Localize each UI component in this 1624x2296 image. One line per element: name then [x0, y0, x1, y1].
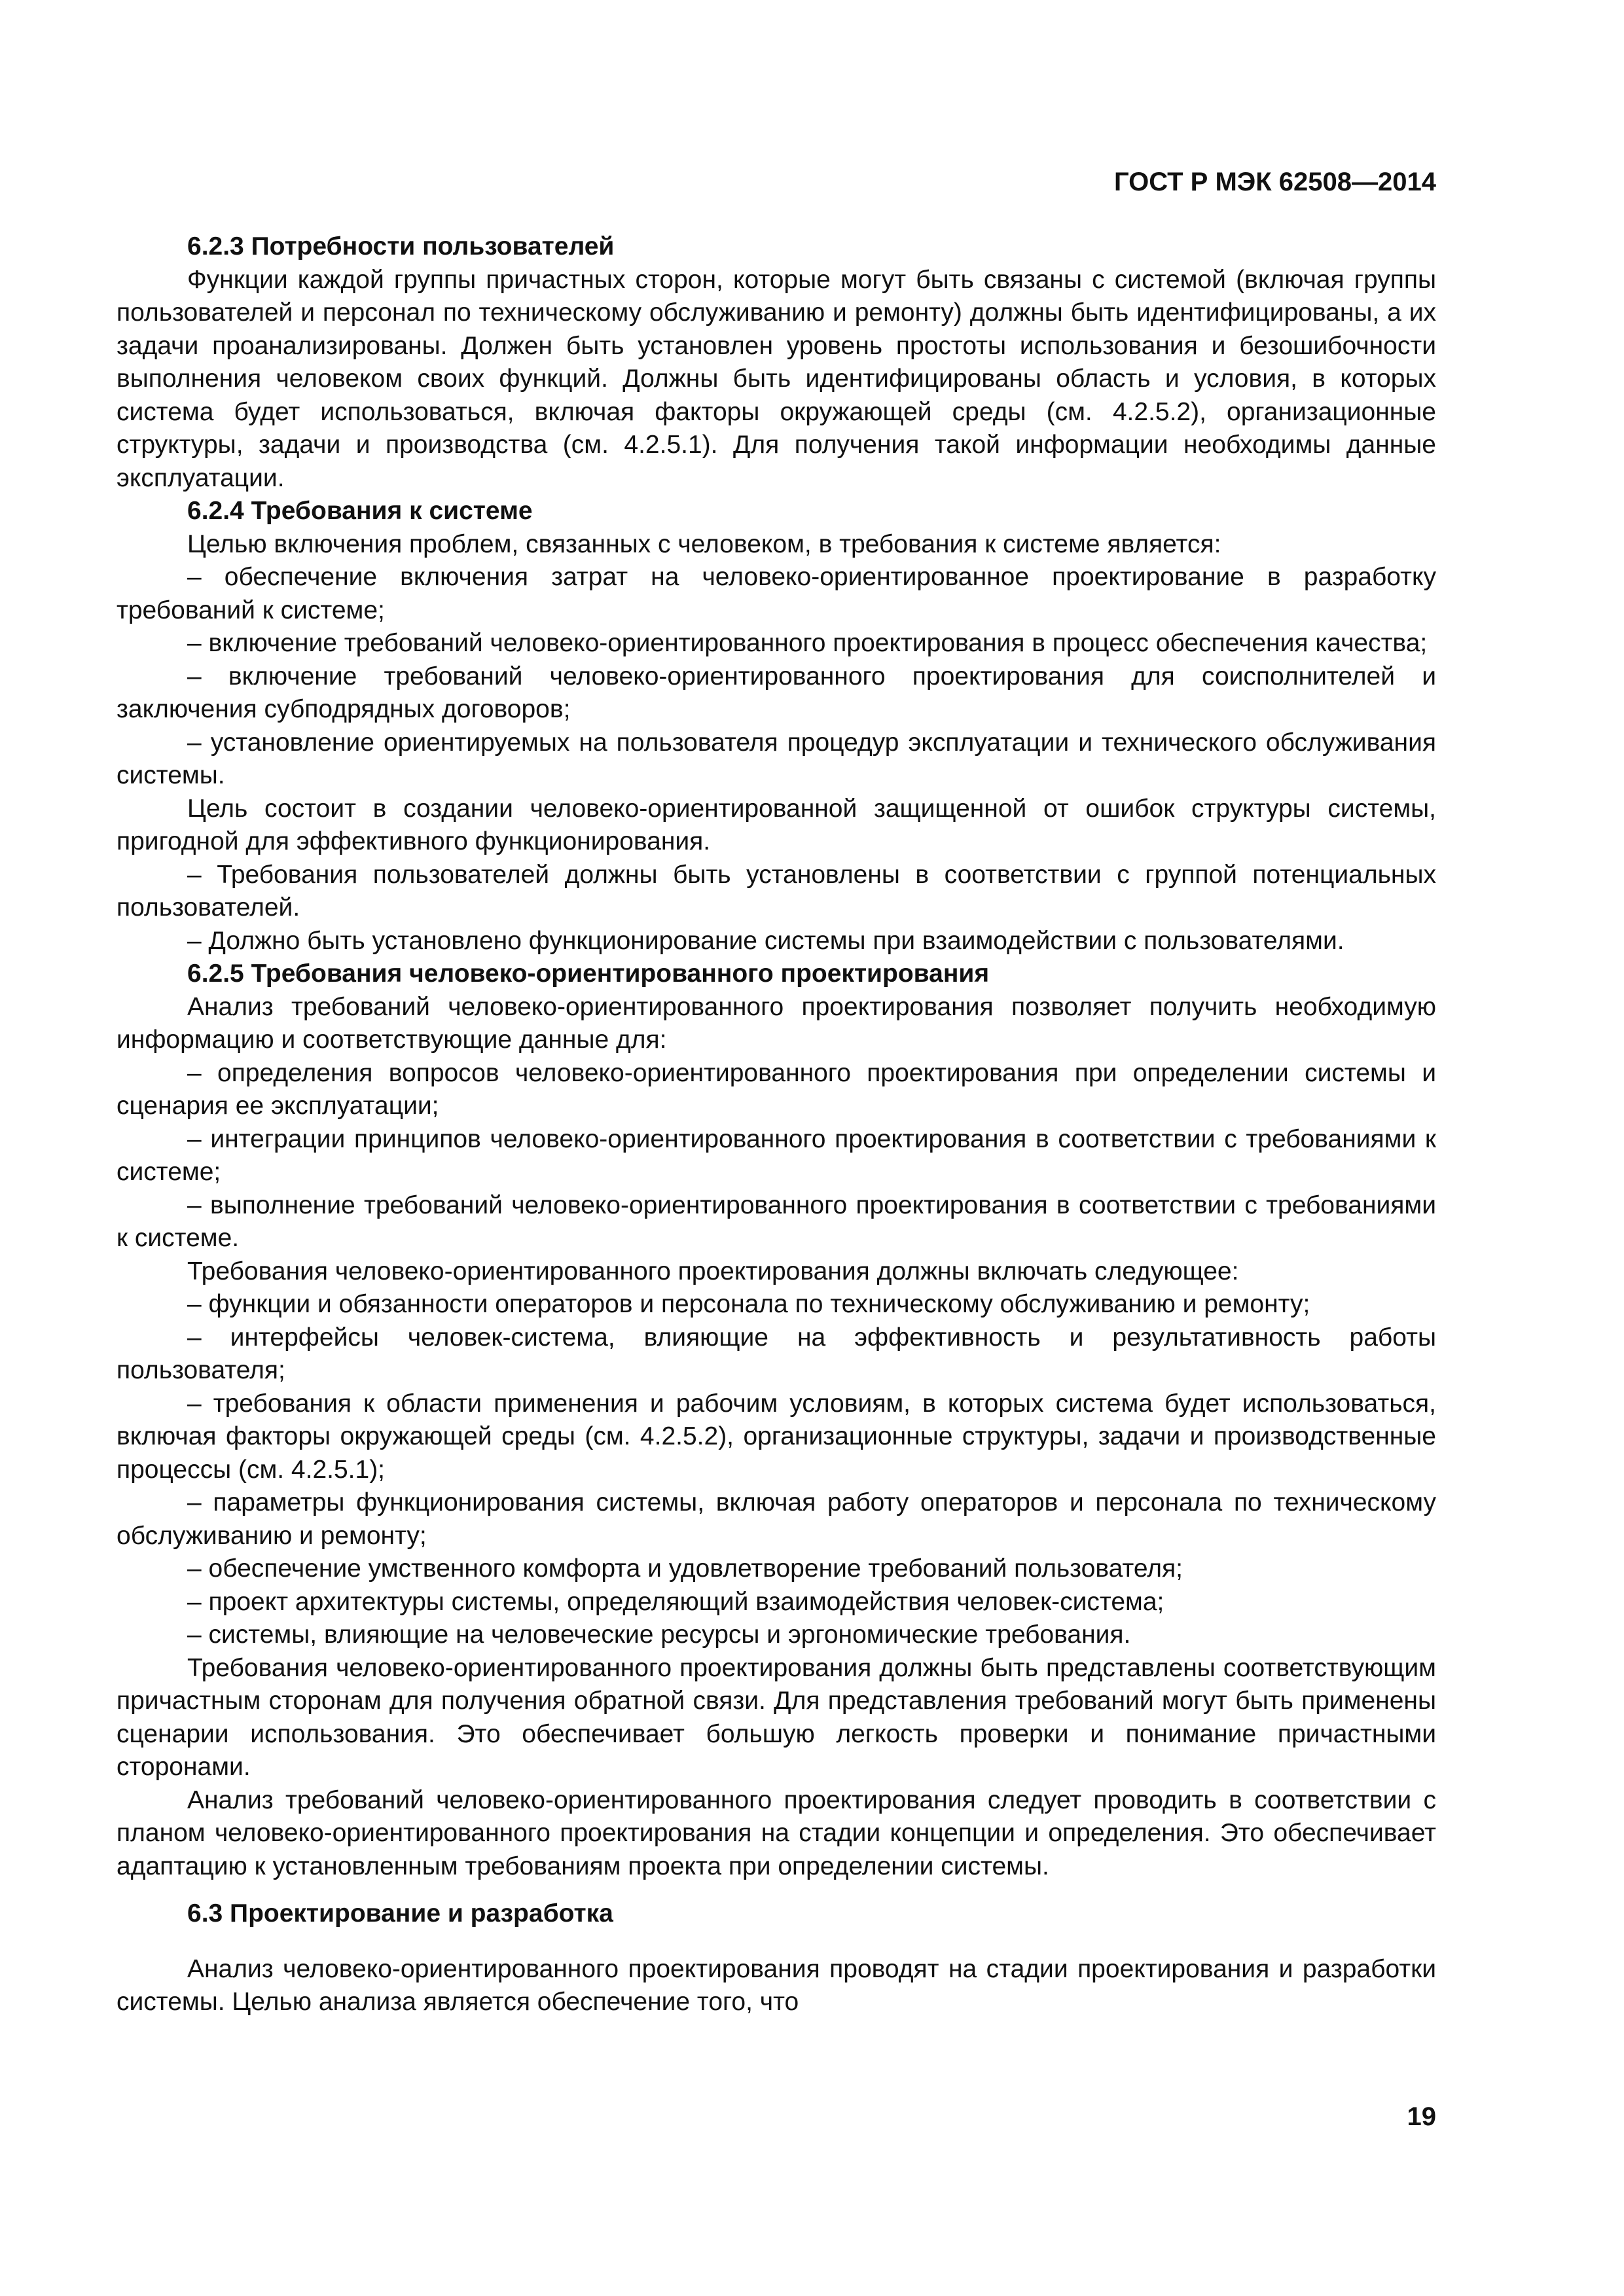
- paragraph: Анализ требований человеко-ориентированного проектирования следует проводить в соответствии с планом человеко-ориентированного проектирования на стадии концепции и определения. Это обеспечивает адаптацию к установленным требованиям проекта при определении системы.: [117, 1785, 1436, 1880]
- section-6-2-3-title: 6.2.3 Потребности пользователей: [187, 232, 615, 260]
- paragraph: Функции каждой группы причастных сторон, которые могут быть связаны с системой (включая группы пользователей и персонал по техническому обслуживанию и ремонту) должны быть идентифицированы, а их задачи проанализированы. Должен быть установлен уровень простоты использования и безошибочности выполнения человеком своих функций. Должны быть идентифицированы область и условия, в которых система будет использоваться, включая факторы окружающей среды (см. 4.2.5.2), организационные структуры, задачи и производства (см. 4.2.5.1). Для получения такой информации необходимы данные эксплуатации.: [117, 265, 1436, 492]
- page-content: [117, 230, 1436, 2019]
- paragraph: Целью включения проблем, связанных с человеком, в требования к системе является:: [187, 529, 1221, 558]
- list-item: – проект архитектуры системы, определяющий взаимодействия человек-система;: [187, 1587, 1164, 1616]
- paragraph: Анализ требований человеко-ориентированного проектирования позволяет получить необходимую информацию и соответствующие данные для:: [117, 992, 1436, 1054]
- list-item: – параметры функционирования системы, включая работу операторов и персонала по техническому обслуживанию и ремонту;: [117, 1488, 1436, 1550]
- list-item: – требования к области применения и рабочим условиям, в которых система будет использоваться, включая факторы окружающей среды (см. 4.2.5.2), организационные структуры, задачи и производственные процессы (см. 4.2.5.1);: [117, 1389, 1436, 1484]
- section-6-2-5-title: 6.2.5 Требования человеко-ориентированного проектирования: [187, 960, 990, 988]
- list-item: – определения вопросов человеко-ориентированного проектирования при определении системы и сценария ее эксплуатации;: [117, 1058, 1436, 1120]
- list-item: – выполнение требований человеко-ориентированного проектирования в соответствии с требованиями к системе.: [117, 1191, 1436, 1252]
- list-item: – включение требований человеко-ориентированного проектирования в процесс обеспечения качества;: [187, 629, 1428, 657]
- section-6-2-4-title: 6.2.4 Требования к системе: [187, 497, 533, 525]
- standard-designation: ГОСТ Р МЭК 62508—2014: [1113, 168, 1436, 196]
- list-item: – установление ориентируемых на пользователя процедур эксплуатации и технического обслуживания системы.: [117, 728, 1436, 789]
- list-item: – обеспечение умственного комфорта и удовлетворение требований пользователя;: [187, 1554, 1183, 1583]
- paragraph: Цель состоит в создании человеко-ориентированной защищенной от ошибок структуры системы, пригодной для эффективного функционирования.: [117, 794, 1436, 855]
- list-item: – интерфейсы человек-система, влияющие на эффективность и результативность работы пользователя;: [117, 1323, 1436, 1384]
- paragraph: Требования человеко-ориентированного проектирования должны быть представлены соответствующим причастным сторонам для получения обратной связи. Для представления требований могут быть применены сценарии использования. Это обеспечивает большую легкость проверки и понимание причастными сторонами.: [117, 1653, 1436, 1781]
- list-item: – обеспечение включения затрат на человеко-ориентированное проектирование в разработку требований к системе;: [117, 563, 1436, 624]
- list-item: – функции и обязанности операторов и персонала по техническому обслуживанию и ремонту;: [187, 1290, 1310, 1318]
- page-number: 19: [1407, 2102, 1436, 2131]
- list-item: – включение требований человеко-ориентированного проектирования для соисполнителей и заключения субподрядных договоров;: [117, 662, 1436, 723]
- section-6-3-title: 6.3 Проектирование и разработка: [187, 1899, 613, 1928]
- list-item: – Требования пользователей должны быть установлены в соответствии с группой потенциальных пользователей.: [117, 860, 1436, 922]
- paragraph: Анализ человеко-ориентированного проектирования проводят на стадии проектирования и разработки системы. Целью анализа является обеспечение того, что: [117, 1954, 1436, 2016]
- document-page: [117, 0, 1436, 2296]
- paragraph: Требования человеко-ориентированного проектирования должны включать следующее:: [187, 1257, 1239, 1285]
- list-item: – системы, влияющие на человеческие ресурсы и эргономические требования.: [187, 1621, 1131, 1649]
- list-item: – интеграции принципов человеко-ориентированного проектирования в соответствии с требованиями к системе;: [117, 1124, 1436, 1186]
- list-item: – Должно быть установлено функционирование системы при взаимодействии с пользователями.: [187, 926, 1344, 955]
